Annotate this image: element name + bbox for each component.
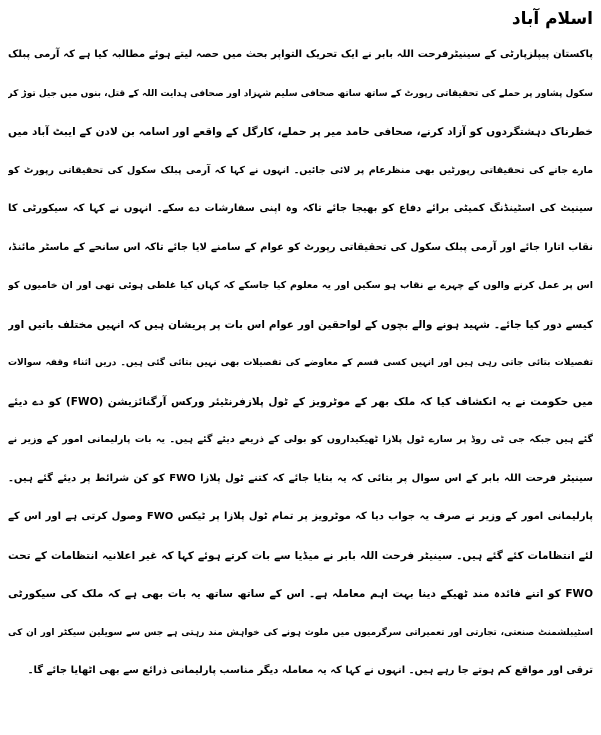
article-line: سینیٹ کی اسٹینڈنگ کمیٹی برائے دفاع کو بھیجا جائے تاکہ وہ اپنی سفارشات دے سکے۔ انہوں نے کہا کہ سیکورٹی کا — [8, 203, 593, 214]
article-line: اس پر عمل کرنے والوں کے چہرے بے نقاب ہو سکیں اور یہ معلوم کیا جاسکے کہ کہاں کیا غلطی ہوئی تھی اور ان خامیوں کو — [8, 280, 593, 291]
article-dateline: اسلام آباد — [511, 9, 593, 29]
article-line: کیسے دور کیا جائے۔ شہید ہونے والے بچوں کے لواحقین اور عوام اس بات پر پریشان ہیں کہ انہیں مختلف باتیں اور — [8, 318, 593, 331]
article-line: سکول پشاور پر حملے کی تحقیقاتی رپورٹ کے ساتھ ساتھ صحافی سلیم شہزاد اور صحافی ہدایت اللہ کے قتل، بنوں میں جیل توڑ کر — [8, 88, 593, 99]
article-line: FWO کو اتنے فائدہ مند ٹھیکے دینا بہت اہم معاملہ ہے۔ اس کے ساتھ ساتھ یہ بات بھی ہے کہ ملک کی سیکورٹی — [8, 588, 593, 600]
article-line: میں حکومت نے یہ انکشاف کیا کہ ملک بھر کے موٹرویز کے ٹول پلازفرنٹیئر ورکس آرگنائزیشن (FWO) کو دے دیئے — [8, 395, 593, 408]
article-line: اسٹیبلشمنٹ صنعتی، تجارتی اور تعمیراتی سرگرمیوں میں ملوث ہونے کی خواہش مند رہتی ہے جس سے سویلین سیکٹر اور ان کی — [8, 627, 593, 638]
article-line: پارلیمانی امور کے وزیر نے صرف یہ جواب دیا کہ موٹرویز پر تمام ٹول پلازا پر ٹیکس FWO وصول کرتی ہے اور اس کے — [8, 511, 593, 522]
article-line: لئے انتظامات کئے گئے ہیں۔ سینیٹر فرحت اللہ بابر نے میڈیا سے بات کرتے ہوئے کہا کہ غیر اعلانیہ انتظامات کے تحت — [8, 549, 593, 562]
article-line: پاکستان پیپلزپارٹی کے سینیٹرفرحت اللہ بابر نے ایک تحریک التواپر بحث میں حصہ لیتے ہوئے مطالبہ کیا ہے کہ آرمی پبلک — [8, 49, 593, 60]
article-line: سینیٹر فرحت اللہ بابر کے اس سوال پر بتائی کہ یہ بتایا جائے کہ کتنے ٹول پلازا FWO کو کن شرائط پر دیئے گئے ہیں۔ — [8, 472, 593, 484]
article-line: گئے ہیں جبکہ جی ٹی روڈ پر سارے ٹول پلازا ٹھیکیداروں کو بولی کے ذریعے دیئے گئے ہیں۔ یہ بات پارلیمانی امور کے وزیر نے — [8, 434, 593, 445]
article-line: مارے جانے کی تحقیقاتی رپورٹیں بھی منظرعام پر لائی جائیں۔ انہوں نے کہا کہ آرمی پبلک سکول کی تحقیقاتی رپورٹ کو — [8, 164, 593, 176]
article-line: ترقی اور مواقع کم ہوتے جا رہے ہیں۔ انہوں نے کہا کہ یہ معاملہ دیگر مناسب پارلیمانی ذرائع سے بھی اٹھایا جائے گا۔ — [27, 665, 593, 676]
article-line: نقاب اتارا جائے اور آرمی پبلک سکول کی تحقیقاتی رپورٹ کو عوام کے سامنے لایا جائے تاکہ اس سانحے کے ماسٹر مائنڈ، — [8, 241, 593, 253]
article-body — [8, 36, 593, 691]
article-line: خطرناک دہشتگردوں کو آزاد کرنے، صحافی حامد میر پر حملے، کارگل کے واقعے اور اسامہ بن لادن کے ایبٹ آباد میں — [8, 126, 593, 138]
article-line: تفصیلات بتائی جاتی رہی ہیں اور انہیں کسی قسم کے معاوضے کی تفصیلات بھی نہیں بتائی گئی ہیں۔ دریں اثناء وقفہ سوالات — [8, 358, 593, 368]
